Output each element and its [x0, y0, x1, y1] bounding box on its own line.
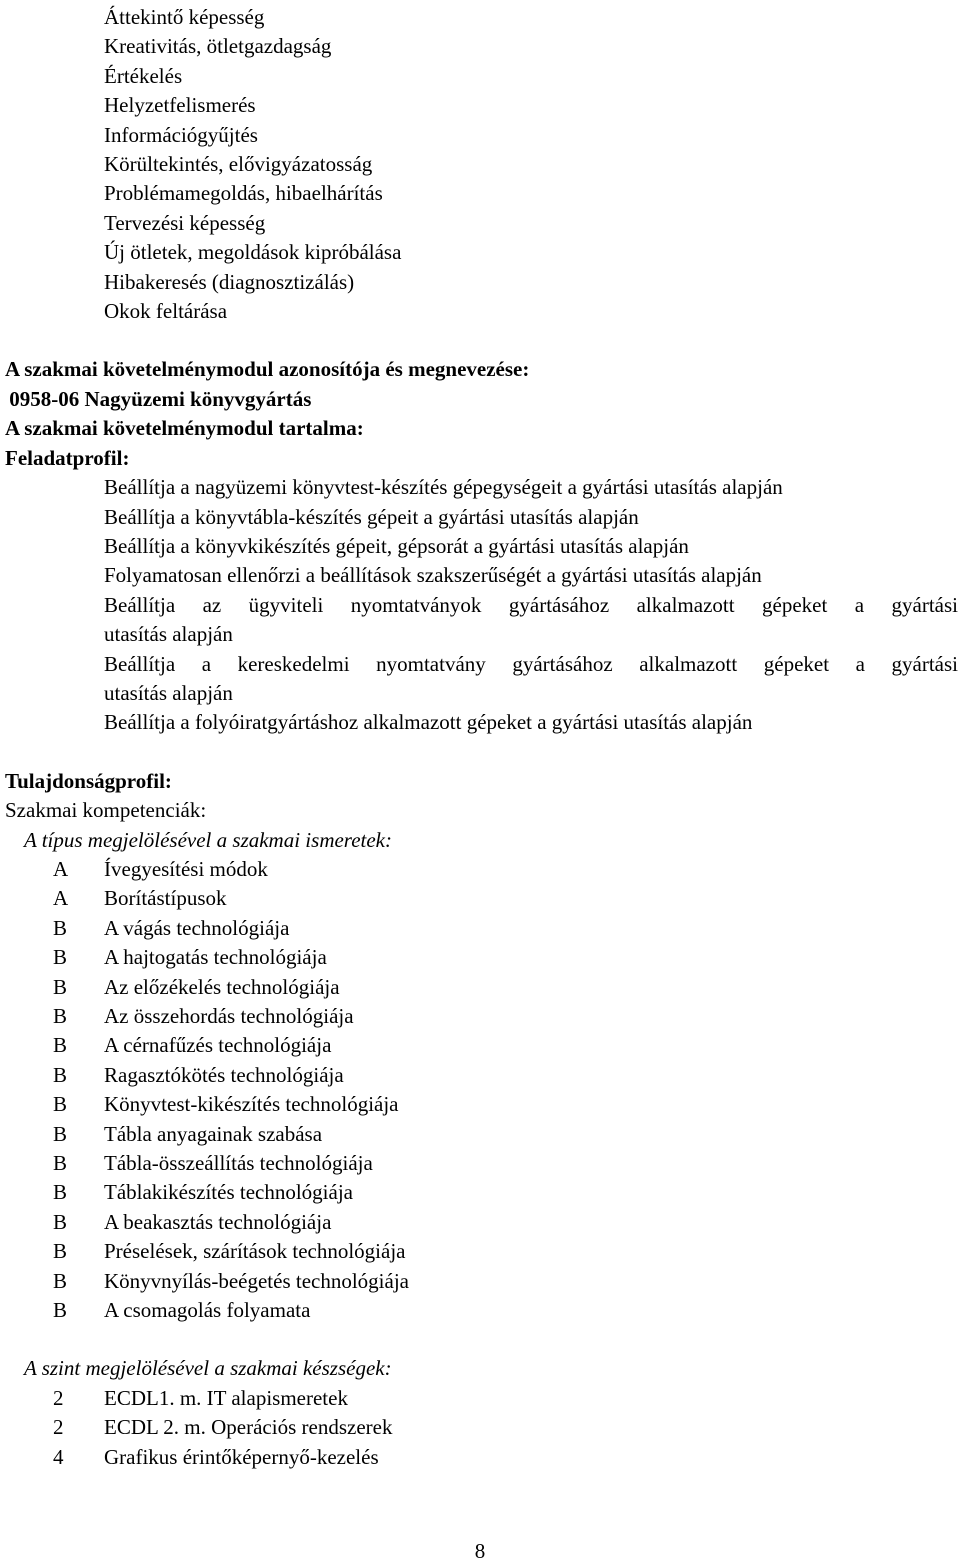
spacer	[0, 738, 960, 767]
knowledge-list	[0, 855, 960, 1326]
table-row	[0, 1237, 960, 1266]
knowledge-item: Tábla-összeállítás technológiája	[104, 1151, 373, 1176]
list-item: Hibakeresés (diagnosztizálás)	[104, 269, 355, 294]
knowledge-item: Táblakikészítés technológiája	[104, 1180, 353, 1205]
competences-label: Szakmai kompetenciák:	[5, 798, 207, 823]
type-code: A	[53, 856, 69, 881]
table-row	[0, 973, 960, 1002]
task-list	[0, 473, 960, 738]
table-row	[0, 1443, 960, 1472]
list-item: Áttekintő képesség	[104, 5, 265, 29]
skill-item: ECDL1. m. IT alapismeretek	[104, 1385, 348, 1410]
type-code: B	[53, 1004, 68, 1028]
task-profile-heading: Feladatprofil:	[5, 445, 130, 470]
list-item-continuation: utasítás alapján	[104, 680, 233, 705]
list-item: Beállítja a kereskedelmi nyomtatvány gyártásához alkalmazott gépeket a gyártási	[104, 651, 958, 676]
list-item: Kreativitás, ötletgazdagság	[104, 34, 332, 59]
knowledge-item: Könyvnyílás-beégetés technológiája	[104, 1268, 409, 1293]
list-item: Helyzetfelismerés	[104, 93, 256, 118]
table-row	[0, 1090, 960, 1119]
table-row	[0, 1413, 960, 1442]
table-row	[0, 855, 960, 884]
type-code: B	[53, 1151, 68, 1176]
spacer	[0, 1325, 960, 1354]
type-code: B	[53, 1092, 68, 1117]
table-row	[0, 1031, 960, 1060]
list-item: Beállítja a könyvkikészítés gépeit, gépsorát a gyártási utasítás alapján	[104, 533, 689, 558]
type-code: B	[53, 1062, 68, 1087]
level-code: 2	[53, 1415, 64, 1440]
knowledge-item: Ragasztókötés technológiája	[104, 1062, 344, 1087]
level-code: 4	[53, 1444, 64, 1469]
type-code: B	[53, 1180, 68, 1205]
skills-list	[0, 1384, 960, 1472]
list-item: Beállítja a folyóiratgyártáshoz alkalmazott gépeket a gyártási utasítás alapján	[104, 710, 753, 735]
spacer	[0, 326, 960, 355]
page-number: 8	[474, 1539, 486, 1563]
table-row	[0, 943, 960, 972]
list-item: Folyamatosan ellenőrzi a beállítások szakszerűségét a gyártási utasítás alapján	[104, 563, 762, 588]
knowledge-item: Könyvtest-kikészítés technológiája	[104, 1092, 399, 1117]
module-content-heading: A szakmai követelménymodul tartalma:	[5, 416, 364, 441]
table-row	[0, 1002, 960, 1031]
list-item: Körültekintés, elővigyázatosság	[104, 152, 373, 177]
knowledge-item: A csomagolás folyamata	[104, 1298, 311, 1323]
type-code: B	[53, 1209, 68, 1234]
knowledge-item: A hajtogatás technológiája	[104, 945, 327, 970]
property-profile-heading: Tulajdonságprofil:	[5, 768, 172, 793]
document-page	[0, 3, 960, 1472]
list-item: Tervezési képesség	[104, 210, 266, 235]
table-row	[0, 1208, 960, 1237]
list-item: Értékelés	[104, 63, 183, 88]
skills-heading: A szint megjelölésével a szakmai készségek:	[24, 1356, 392, 1381]
top-skill-list	[0, 3, 960, 326]
list-item: Problémamegoldás, hibaelhárítás	[104, 181, 383, 206]
table-row	[0, 1061, 960, 1090]
type-code: B	[53, 945, 68, 970]
table-row	[0, 1296, 960, 1325]
list-item: Beállítja a nagyüzemi könyvtest-készítés gépegységeit a gyártási utasítás alapján	[104, 475, 783, 500]
type-code: B	[53, 1268, 68, 1293]
type-code: B	[53, 1121, 68, 1146]
list-item-continuation: utasítás alapján	[104, 622, 233, 647]
knowledge-heading: A típus megjelölésével a szakmai ismeretek:	[24, 827, 392, 852]
type-code: B	[53, 974, 68, 999]
table-row	[0, 1267, 960, 1296]
knowledge-item: Az előzékelés technológiája	[104, 974, 340, 999]
knowledge-item: Borítástípusok	[104, 886, 227, 911]
type-code: B	[53, 1239, 68, 1264]
knowledge-item: A cérnafűzés technológiája	[104, 1033, 332, 1058]
table-row	[0, 1384, 960, 1413]
list-item: Beállítja a könyvtábla-készítés gépeit a gyártási utasítás alapján	[104, 504, 639, 529]
type-code: B	[53, 1033, 68, 1058]
module-id-heading: A szakmai követelménymodul azonosítója és megnevezése:	[5, 357, 530, 382]
module-id-value: 0958-06 Nagyüzemi könyvgyártás	[4, 386, 312, 411]
skill-item: Grafikus érintőképernyő-kezelés	[104, 1444, 379, 1469]
list-item: Új ötletek, megoldások kipróbálása	[104, 240, 402, 265]
list-item: Információgyűjtés	[104, 122, 258, 147]
table-row	[0, 884, 960, 913]
knowledge-item: A beakasztás technológiája	[104, 1209, 332, 1234]
type-code: B	[53, 1298, 68, 1323]
list-item: Okok feltárása	[104, 299, 228, 324]
knowledge-item: Tábla anyagainak szabása	[104, 1121, 323, 1146]
list-item: Beállítja az ügyviteli nyomtatványok gyártásához alkalmazott gépeket a gyártási	[104, 592, 958, 617]
knowledge-item: Préselések, szárítások technológiája	[104, 1239, 406, 1264]
knowledge-item: Ívegyesítési módok	[104, 856, 268, 881]
table-row	[0, 1120, 960, 1149]
knowledge-item: A vágás technológiája	[104, 915, 290, 940]
knowledge-item: Az összehordás technológiája	[104, 1004, 354, 1028]
table-row	[0, 914, 960, 943]
type-code: A	[53, 886, 69, 911]
level-code: 2	[53, 1385, 64, 1410]
type-code: B	[53, 915, 68, 940]
skill-item: ECDL 2. m. Operációs rendszerek	[104, 1415, 393, 1440]
table-row	[0, 1149, 960, 1178]
table-row	[0, 1178, 960, 1207]
